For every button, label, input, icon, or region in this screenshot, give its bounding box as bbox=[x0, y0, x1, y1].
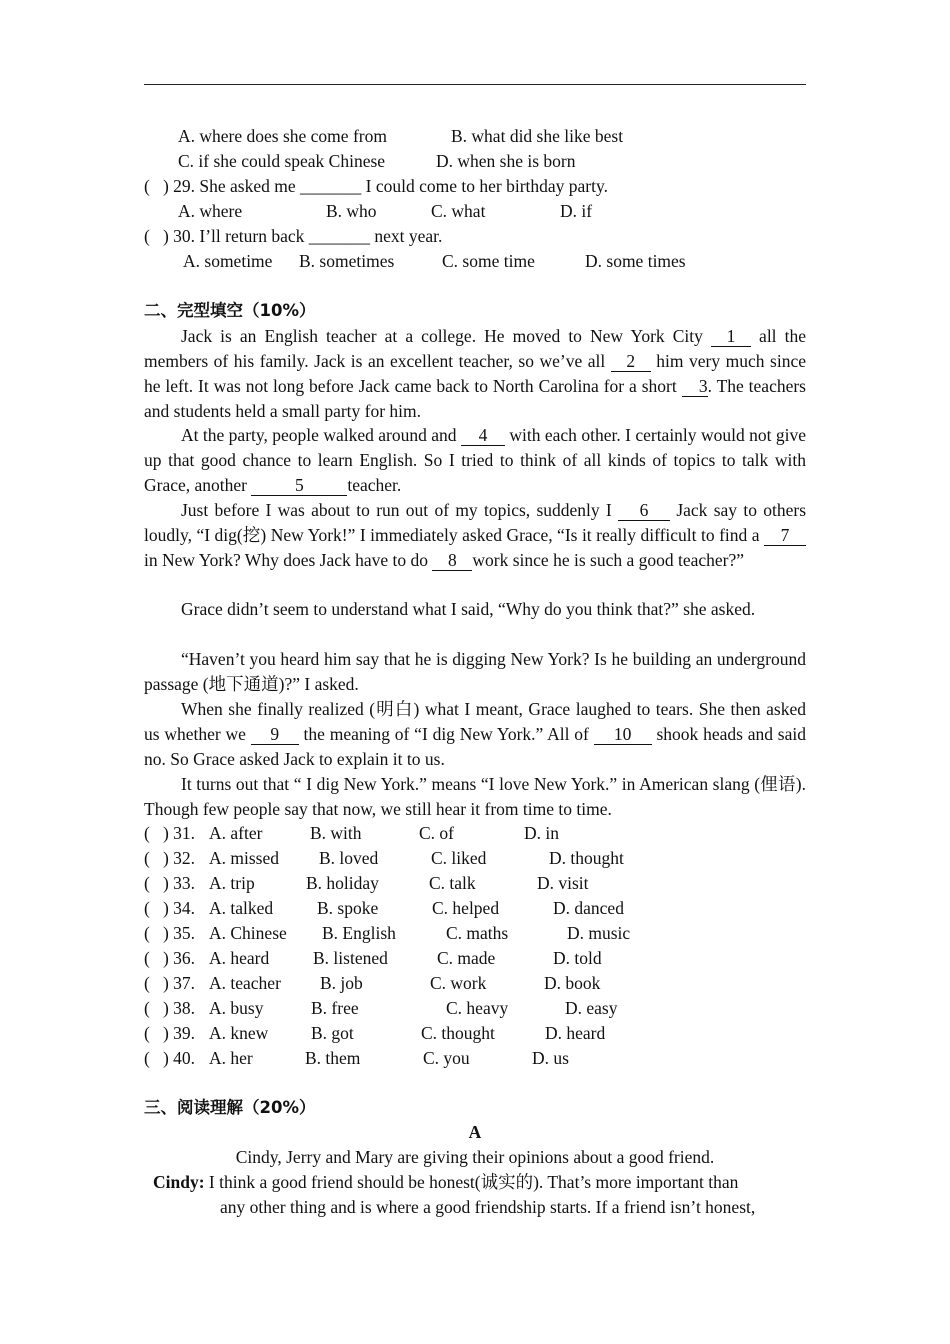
option: D. thought bbox=[549, 848, 624, 868]
option: D. in bbox=[524, 823, 559, 843]
option: A. busy bbox=[209, 998, 264, 1018]
option: A. her bbox=[209, 1048, 253, 1068]
option: B. job bbox=[320, 973, 363, 993]
cloze-paragraph-5: “Haven’t you heard him say that he is digging New York? Is he building an underground passage (地下通道)?” I asked. bbox=[144, 649, 806, 694]
option: B. holiday bbox=[306, 873, 379, 893]
q29-option-c: C. what bbox=[431, 201, 486, 221]
cloze-paragraph-1: Jack is an English teacher at a college. He moved to New York City 1 all the members of his family. Jack is an excellent teacher, so we’ve all 2 him very much since he left. It was not long before Jack came back to North Carolina for a short 3. The teachers and students held a small party for him. bbox=[144, 326, 806, 421]
option: C. heavy bbox=[446, 998, 509, 1018]
q29-option-b: B. who bbox=[326, 201, 377, 221]
cloze-blank-4: 4 bbox=[461, 426, 505, 446]
option: C. made bbox=[437, 948, 496, 968]
q29-option-d: D. if bbox=[560, 201, 593, 221]
answer-paren: ( ) bbox=[144, 176, 169, 196]
passage-label: A bbox=[468, 1122, 482, 1142]
q28-option-a: A. where does she come from bbox=[178, 126, 387, 146]
question-number: ( ) 39. bbox=[144, 1023, 196, 1043]
option: C. helped bbox=[432, 898, 500, 918]
q30-stem: ( ) 30. I’ll return back _______ next year. bbox=[144, 226, 443, 246]
option: A. talked bbox=[209, 898, 274, 918]
option: B. listened bbox=[313, 948, 388, 968]
option: B. English bbox=[322, 923, 396, 943]
option: B. them bbox=[305, 1048, 361, 1068]
answer-blank: _______ bbox=[300, 176, 362, 196]
option: A. knew bbox=[209, 1023, 269, 1043]
cindy-opinion-line-2: any other thing and is where a good friendship starts. If a friend isn’t honest, bbox=[220, 1197, 756, 1217]
answer-blank: _______ bbox=[308, 226, 370, 246]
q30-option-a: A. sometime bbox=[183, 251, 273, 271]
q30-option-b: B. sometimes bbox=[299, 251, 395, 271]
cloze-blank-9: 9 bbox=[251, 725, 299, 745]
option: D. visit bbox=[537, 873, 589, 893]
question-number: ( ) 35. bbox=[144, 923, 196, 943]
section-3-heading: 三、阅读理解（20%） bbox=[144, 1098, 316, 1117]
cloze-blank-2: 2 bbox=[611, 352, 651, 372]
option: C. talk bbox=[429, 873, 476, 893]
option: D. us bbox=[532, 1048, 569, 1068]
option: B. got bbox=[311, 1023, 354, 1043]
section-2-heading: 二、完型填空（10%） bbox=[144, 301, 316, 320]
question-number: ( ) 36. bbox=[144, 948, 196, 968]
cindy-opinion-line-1: Cindy: I think a good friend should be honest(诚实的). That’s more important than bbox=[153, 1172, 739, 1192]
question-number: ( ) 34. bbox=[144, 898, 196, 918]
option: A. trip bbox=[209, 873, 255, 893]
question-number: ( ) 33. bbox=[144, 873, 196, 893]
option: D. music bbox=[567, 923, 631, 943]
cloze-blank-6: 6 bbox=[618, 501, 670, 521]
option: C. work bbox=[430, 973, 487, 993]
q30-option-d: D. some times bbox=[585, 251, 686, 271]
cloze-paragraph-3: Just before I was about to run out of my topics, suddenly I 6 Jack say to others loudly, “I dig(挖) New York!” I immediately asked Grace, “Is it really difficult to find a 7 in New York? Why does Jack have to do 8 work since he is such a good teacher?” bbox=[144, 500, 807, 570]
option: A. missed bbox=[209, 848, 279, 868]
q28-option-d: D. when she is born bbox=[436, 151, 576, 171]
option: A. Chinese bbox=[209, 923, 287, 943]
option: A. after bbox=[209, 823, 263, 843]
cloze-blank-8: 8 bbox=[432, 551, 472, 571]
cloze-blank-5: 5 bbox=[251, 476, 347, 496]
option: C. liked bbox=[431, 848, 487, 868]
header-rule bbox=[144, 84, 806, 85]
option: D. book bbox=[544, 973, 601, 993]
question-number: ( ) 38. bbox=[144, 998, 196, 1018]
option: D. heard bbox=[545, 1023, 606, 1043]
cloze-paragraph-2: At the party, people walked around and 4 with each other. I certainly would not give up that good chance to learn English. So I tried to think of all kinds of topics to talk with Grace, another 5 teacher. bbox=[144, 425, 806, 495]
option: C. maths bbox=[446, 923, 509, 943]
cloze-paragraph-6: When she finally realized (明白) what I meant, Grace laughed to tears. She then asked us whether we 9 the meaning of “I dig New York.” All of 10 shook heads and said no. So Grace asked Jack to explain it to us. bbox=[144, 699, 806, 769]
option: D. told bbox=[553, 948, 602, 968]
question-number: ( ) 37. bbox=[144, 973, 196, 993]
option: D. danced bbox=[553, 898, 624, 918]
answer-paren: ( ) bbox=[144, 226, 169, 246]
option: C. thought bbox=[421, 1023, 495, 1043]
cloze-blank-7: 7 bbox=[764, 526, 806, 546]
option: D. easy bbox=[565, 998, 618, 1018]
speaker-name: Cindy: bbox=[153, 1172, 205, 1192]
option: B. loved bbox=[319, 848, 379, 868]
cloze-blank-3: 3 bbox=[682, 377, 708, 397]
option: A. teacher bbox=[209, 973, 281, 993]
option: C. you bbox=[423, 1048, 470, 1068]
option: B. spoke bbox=[317, 898, 379, 918]
question-number: ( ) 31. bbox=[144, 823, 196, 843]
q29-option-a: A. where bbox=[178, 201, 243, 221]
cloze-blank-10: 10 bbox=[594, 725, 652, 745]
option: A. heard bbox=[209, 948, 270, 968]
cloze-paragraph-7: It turns out that “ I dig New York.” means “I love New York.” in American slang (俚语). Though few people say that now, we still hear it from time to time. bbox=[144, 774, 806, 819]
q28-option-c: C. if she could speak Chinese bbox=[178, 151, 386, 171]
q30-option-c: C. some time bbox=[442, 251, 535, 271]
cloze-blank-1: 1 bbox=[711, 327, 751, 347]
question-number: ( ) 32. bbox=[144, 848, 196, 868]
q28-option-b: B. what did she like best bbox=[451, 126, 624, 146]
q29-stem: ( ) 29. She asked me _______ I could come to her birthday party. bbox=[144, 176, 608, 196]
option: B. free bbox=[311, 998, 359, 1018]
question-number: ( ) 40. bbox=[144, 1048, 196, 1068]
option: C. of bbox=[419, 823, 454, 843]
passage-intro: Cindy, Jerry and Mary are giving their opinions about a good friend. bbox=[235, 1147, 715, 1167]
cloze-paragraph-4: Grace didn’t seem to understand what I said, “Why do you think that?” she asked. bbox=[181, 599, 756, 619]
option: B. with bbox=[310, 823, 362, 843]
